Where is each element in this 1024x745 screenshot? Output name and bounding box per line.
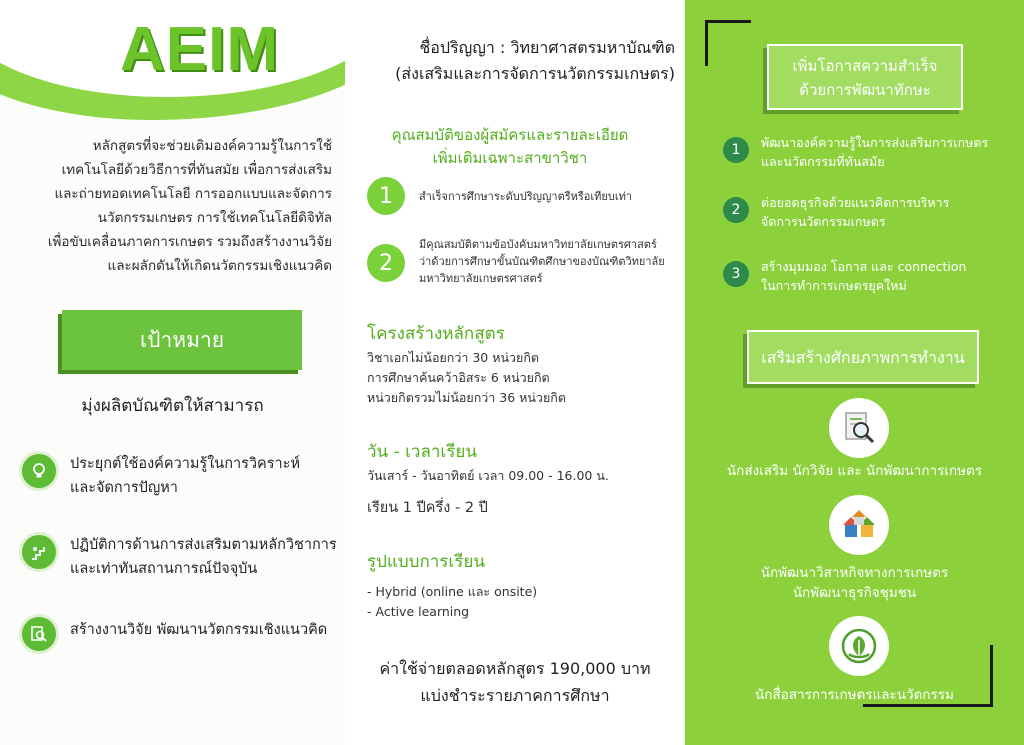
goal-subheading: มุ่งผลิตบัณฑิตให้สามารถ xyxy=(81,396,264,416)
leaf-hand-icon xyxy=(829,616,889,676)
skills-banner-line1: เพิ่มโอกาสความสำเร็จ xyxy=(792,57,938,75)
skill-text-line2: ในการทำการเกษตรยุคใหม่ xyxy=(761,278,907,293)
qualification-title-2: เพิ่มเติมเฉพาะสาขาวิชา xyxy=(432,149,588,167)
career-label-line2: นักพัฒนาธุรกิจชุมชน xyxy=(792,585,917,601)
goal-heading: เป้าหมาย xyxy=(62,310,302,370)
format-list xyxy=(367,582,537,622)
schedule-title: วัน - เวลาเรียน xyxy=(367,442,477,462)
schedule-time: วันเสาร์ - วันอาทิตย์ เวลา 09.00 - 16.00 น. xyxy=(367,468,609,483)
skill-item xyxy=(723,133,1013,171)
goal-item xyxy=(22,615,342,651)
degree-name: ชื่อปริญญา : วิทยาศาสตรมหาบัณฑิต xyxy=(419,38,675,57)
aeim-logo: AEIM xyxy=(120,15,279,84)
structure-line: หน่วยกิตรวมไม่น้อยกว่า 36 หน่วยกิต xyxy=(367,390,566,405)
skill-text-line2: จัดการนวัตกรรมเกษตร xyxy=(761,214,886,229)
skills-banner xyxy=(767,44,963,110)
houses-icon xyxy=(829,495,889,555)
skill-text-line1: พัฒนาองค์ความรู้ในการส่งเสริมการเกษตร xyxy=(761,135,989,150)
intro-paragraph: หลักสูตรที่จะช่วยเติมองค์ความรู้ในการใช้ เทคโนโลยีด้วยวิธีการที่ทันสมัย เพื่อการส่งเสริม และถ่ายทอดเทคโนโลยี การออกแบบและจัดการ นวัตกรรมเกษตร การใช้เทคโนโลยีดิจิทัล เพื่อขับเคลื่อนภาคการเกษตร รวมถึงสร้างงานวิจัย และผลักดันให้เกิดนวัตกรรมเชิงแนวคิด xyxy=(47,138,332,274)
goal-item xyxy=(22,533,342,581)
qualification-text-line1: มีคุณสมบัติตามข้อบังคับมหาวิทยาลัยเกษตรศาสตร์ xyxy=(419,238,657,251)
goal-text-line2: และจัดการปัญหา xyxy=(70,480,178,496)
career-label-line1: นักพัฒนาวิสาหกิจทางการเกษตร xyxy=(760,565,949,581)
left-panel xyxy=(0,0,345,745)
structure-title: โครงสร้างหลักสูตร xyxy=(367,324,505,344)
career-label: นักสื่อสารการเกษตรและนวัตกรรม xyxy=(755,687,954,703)
cost-payment: แบ่งชำระรายภาคการศึกษา xyxy=(420,686,610,705)
corner-frame-top xyxy=(705,20,751,66)
goal-text-line1: ประยุกต์ใช้องค์ความรู้ในการวิคราะห์ xyxy=(70,456,301,472)
goal-text-line2: และเท่าทันสถานการณ์ปัจจุบัน xyxy=(70,561,258,577)
lightbulb-icon xyxy=(22,454,56,488)
skill-number: 3 xyxy=(723,261,749,287)
qualification-text-line3: มหาวิทยาลัยเกษตรศาสตร์ xyxy=(419,272,543,285)
cost-amount: ค่าใช้จ่ายตลอดหลักสูตร 190,000 บาท xyxy=(379,659,651,678)
format-item: - Active learning xyxy=(367,604,470,619)
goal-text-line1: สร้างงานวิจัย พัฒนานวัตกรรมเชิงแนวคิด xyxy=(70,622,328,638)
qualification-text xyxy=(419,236,665,287)
career-label xyxy=(685,563,1024,603)
skill-item xyxy=(723,257,1013,295)
goal-item xyxy=(22,452,342,500)
qualification-text-line2: ว่าด้วยการศึกษาขั้นบัณฑิตศึกษาของบัณฑิตวิทยาลัย xyxy=(419,255,665,268)
growth-stairs-icon xyxy=(22,535,56,569)
qualification-text: สำเร็จการศึกษาระดับปริญญาตรีหรือเทียบเท่า xyxy=(419,190,633,203)
qualification-number: 2 xyxy=(367,244,405,282)
degree-major: (ส่งเสริมและการจัดการนวัตกรรมเกษตร) xyxy=(395,64,675,83)
right-panel xyxy=(685,0,1024,745)
structure-list xyxy=(367,348,566,408)
qualification-number: 1 xyxy=(367,177,405,215)
research-magnifier-icon xyxy=(22,617,56,651)
qualification-title: คุณสมบัติของผู้สมัครและรายละเอียด xyxy=(391,126,629,144)
schedule-duration: เรียน 1 ปีครึ่ง - 2 ปี xyxy=(367,500,488,516)
skill-text-line2: และนวัตกรรมที่ทันสมัย xyxy=(761,154,885,169)
skill-number: 2 xyxy=(723,197,749,223)
document-magnifier-icon xyxy=(829,398,889,458)
structure-line: วิชาเอกไม่น้อยกว่า 30 หน่วยกิต xyxy=(367,350,540,365)
skill-text-line1: ต่อยอดธุรกิจด้วยแนวคิดการบริหาร xyxy=(761,195,950,210)
middle-panel xyxy=(345,0,685,745)
skill-text-line1: สร้างมุมมอง โอกาส และ connection xyxy=(761,259,967,274)
format-title: รูปแบบการเรียน xyxy=(367,552,485,572)
format-item: - Hybrid (online และ onsite) xyxy=(367,584,538,599)
potential-banner: เสริมสร้างศักยภาพการทำงาน xyxy=(747,330,979,384)
skill-item xyxy=(723,193,1013,231)
skill-number: 1 xyxy=(723,137,749,163)
goal-text-line1: ปฏิบัติการด้านการส่งเสริมตามหลักวิชาการ xyxy=(70,537,337,553)
career-label: นักส่งเสริม นักวิจัย และ นักพัฒนาการเกษตร xyxy=(726,463,983,479)
skills-banner-line2: ด้วยการพัฒนาทักษะ xyxy=(799,81,931,99)
structure-line: การศึกษาค้นคว้าอิสระ 6 หน่วยกิต xyxy=(367,370,550,385)
